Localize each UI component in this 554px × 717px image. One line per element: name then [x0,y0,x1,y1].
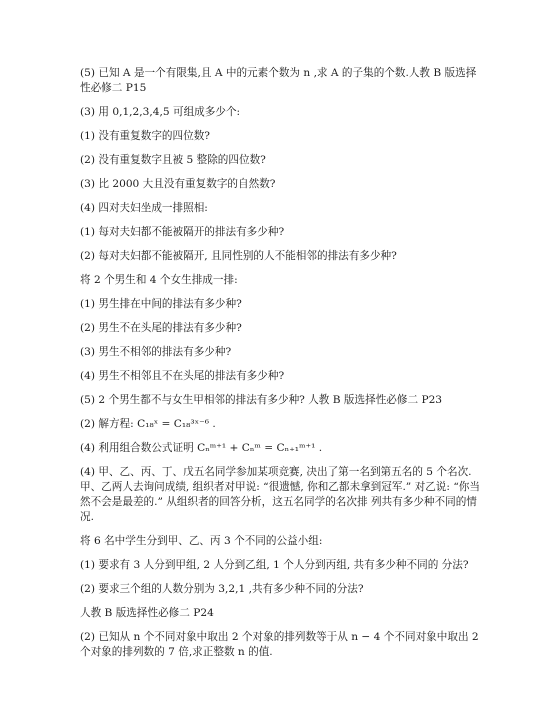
paragraph-students-intro: 将 2 个男生和 4 个女生排成一排: [80,274,238,286]
paragraph-boys-not-adjacent-not-ends: (4) 男生不相邻且不在头尾的排法有多少种? [80,370,285,382]
paragraph-boys-not-adjacent: (3) 男生不相邻的排法有多少种? [80,346,232,358]
paragraph-divisible-by-5: (2) 没有重复数字且被 5 整除的四位数? [80,154,266,166]
paragraph-boys-not-ends: (2) 男生不在头尾的排法有多少种? [80,322,242,334]
paragraph-groups-intro: 将 6 名中学生分到甲、乙、丙 3 个不同的公益小组: [80,535,323,547]
paragraph-boys-middle: (1) 男生排在中间的排法有多少种? [80,298,242,310]
paragraph-couples-together: (1) 每对夫妇都不能被隔开的排法有多少种? [80,226,285,238]
paragraph-digits-intro: (3) 用 0,1,2,3,4,5 可组成多少个: [80,106,241,118]
document-page [80,66,480,669]
paragraph-boys-not-next-to-girl: (5) 2 个男生都不与女生甲相邻的排法有多少种? 人教 B 版选择性必修二 P23 [80,394,443,406]
paragraph-prove-combination: (4) 利用组合数公式证明 Cₙᵐ⁺¹ + Cₙᵐ = Cₙ₊₁ᵐ⁺¹ . [80,442,323,454]
paragraph-subset-count: (5) 已知 A 是一个有限集,且 A 中的元素个数为 n ,求 A 的子集的个数.人教 B 版选择性必修二 P15 [80,67,477,94]
paragraph-competition-ranking: (4) 甲、乙、丙、丁、戊五名同学参加某项竞赛, 决出了第一名到第五名的 5 个名次. 甲、乙两人去询问成绩, 组织者对甲说: “很遗憾, 你和乙都未拿到冠军.” 对乙说: “你当然不会是最差的.” 从组织者的回答分析，这五名同学的名次排 列共有多少种不同的情况. [80,466,480,523]
paragraph-permutation-equation: (2) 已知从 n 个不同对象中取出 2 个对象的排列数等于从 n − 4 个不同对象中取出 2 个对象的排列数的 7 倍,求正整数 n 的值. [80,631,479,658]
paragraph-couples-intro: (4) 四对夫妇坐成一排照相: [80,202,208,214]
paragraph-solve-equation: (2) 解方程: C₁₈ˣ = C₁₈³ˣ⁻⁶ . [80,418,216,430]
paragraph-couples-alternate: (2) 每对夫妇都不能被隔开, 且同性别的人不能相邻的排法有多少种? [80,250,397,262]
paragraph-groups-fixed: (1) 要求有 3 人分到甲组, 2 人分到乙组, 1 个人分到丙组, 共有多少种不同的 分法? [80,559,469,571]
paragraph-textbook-reference: 人教 B 版选择性必修二 P24 [80,607,214,619]
paragraph-four-digit: (1) 没有重复数字的四位数? [80,130,210,142]
paragraph-greater-than-2000: (3) 比 2000 大且没有重复数字的自然数? [80,178,276,190]
paragraph-groups-sizes: (2) 要求三个组的人数分别为 3,2,1 ,共有多少种不同的分法? [80,583,364,595]
